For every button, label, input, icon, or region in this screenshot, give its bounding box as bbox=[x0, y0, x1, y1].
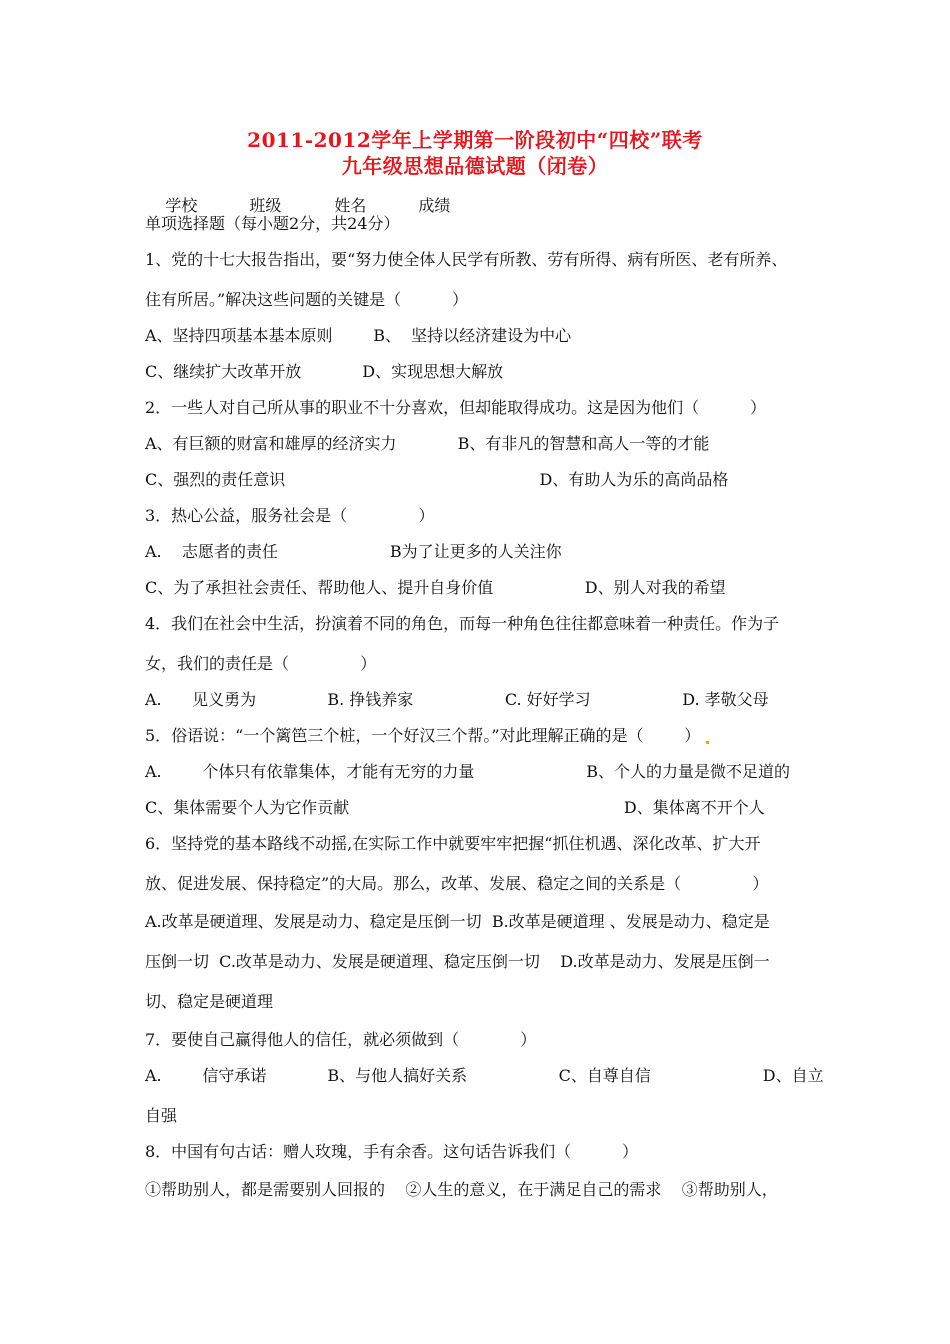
question-line: 住有所居。”解决这些问题的关键是（ ） bbox=[145, 290, 469, 309]
question-line: 8．中国有句古话：赠人玫瑰，手有余香。这句话告诉我们（ ） bbox=[145, 1142, 639, 1161]
option-line: C、集体需要个人为它作贡献 D、集体离不开个人 bbox=[145, 798, 765, 817]
question-line: 女，我们的责任是（ ） bbox=[145, 654, 377, 673]
section-heading: 单项选择题（每小题2分，共24分） bbox=[145, 214, 400, 233]
option-line: 切、稳定是硬道理 bbox=[145, 992, 274, 1011]
option-line: 自强 bbox=[145, 1106, 178, 1125]
question-line: 6．坚持党的基本路线不动摇,在实际工作中就要牢牢把握“抓住机遇、深化改革、扩大开 bbox=[145, 834, 761, 853]
field-score: 成绩 bbox=[418, 196, 451, 215]
question-line: 放、促进发展、保持稳定”的大局。那么，改革、发展、稳定之间的关系是（ ） bbox=[145, 874, 769, 893]
option-line: C、为了承担社会责任、帮助他人、提升自身价值 D、别人对我的希望 bbox=[145, 578, 726, 597]
question-line: 5．俗语说：“一个篱笆三个桩，一个好汉三个帮。”对此理解正确的是（ ） bbox=[145, 726, 701, 745]
option-line: 压倒一切 C.改革是动力、发展是硬道理、稳定压倒一切 D.改革是动力、发展是压倒一 bbox=[145, 952, 770, 971]
statement-line: ①帮助别人，都是需要别人回报的 ②人生的意义，在于满足自己的需求 ③帮助别人， bbox=[145, 1180, 778, 1199]
question-line: 1、党的十七大报告指出，要“努力使全体人民学有所教、劳有所得、病有所医、老有所养、 bbox=[145, 250, 788, 269]
option-line: A. 信守承诺 B、与他人搞好关系 C、自尊自信 D、自立 bbox=[145, 1066, 824, 1085]
question-line: 2．一些人对自己所从事的职业不十分喜欢，但却能取得成功。这是因为他们（ ） bbox=[145, 398, 767, 417]
option-line: A、有巨额的财富和雄厚的经济实力 B、有非凡的智慧和高人一等的才能 bbox=[145, 434, 710, 453]
exam-title: 2011-2012学年上学期第一阶段初中“四校”联考 bbox=[247, 128, 703, 152]
option-line: A.改革是硬道理、发展是动力、稳定是压倒一切 B.改革是硬道理 、发展是动力、稳定是 bbox=[145, 912, 770, 931]
option-line: A. 志愿者的责任 B为了让更多的人关注你 bbox=[145, 542, 562, 561]
option-line: C、强烈的责任意识 D、有助人为乐的高尚品格 bbox=[145, 470, 729, 489]
question-line: 3．热心公益，服务社会是（ ） bbox=[145, 506, 435, 525]
stray-dot-mark bbox=[706, 741, 709, 744]
field-school: 学校 bbox=[165, 196, 198, 215]
option-line: A. 见义勇为 B. 挣钱养家 C. 好好学习 D. 孝敬父母 bbox=[145, 690, 769, 709]
option-line: C、继续扩大改革开放 D、实现思想大解放 bbox=[145, 362, 504, 381]
exam-subtitle: 九年级思想品德试题（闭卷） bbox=[341, 154, 609, 178]
field-name: 姓名 bbox=[334, 196, 367, 215]
field-class: 班级 bbox=[249, 196, 282, 215]
option-line: A. 个体只有依靠集体，才能有无穷的力量 B、个人的力量是微不足道的 bbox=[145, 762, 790, 781]
option-line: A、坚持四项基本基本原则 B、 坚持以经济建设为中心 bbox=[145, 326, 572, 345]
question-line: 7．要使自己赢得他人的信任，就必须做到（ ） bbox=[145, 1030, 537, 1049]
question-line: 4．我们在社会中生活，扮演着不同的角色，而每一种角色往往都意味着一种责任。作为子 bbox=[145, 614, 780, 633]
